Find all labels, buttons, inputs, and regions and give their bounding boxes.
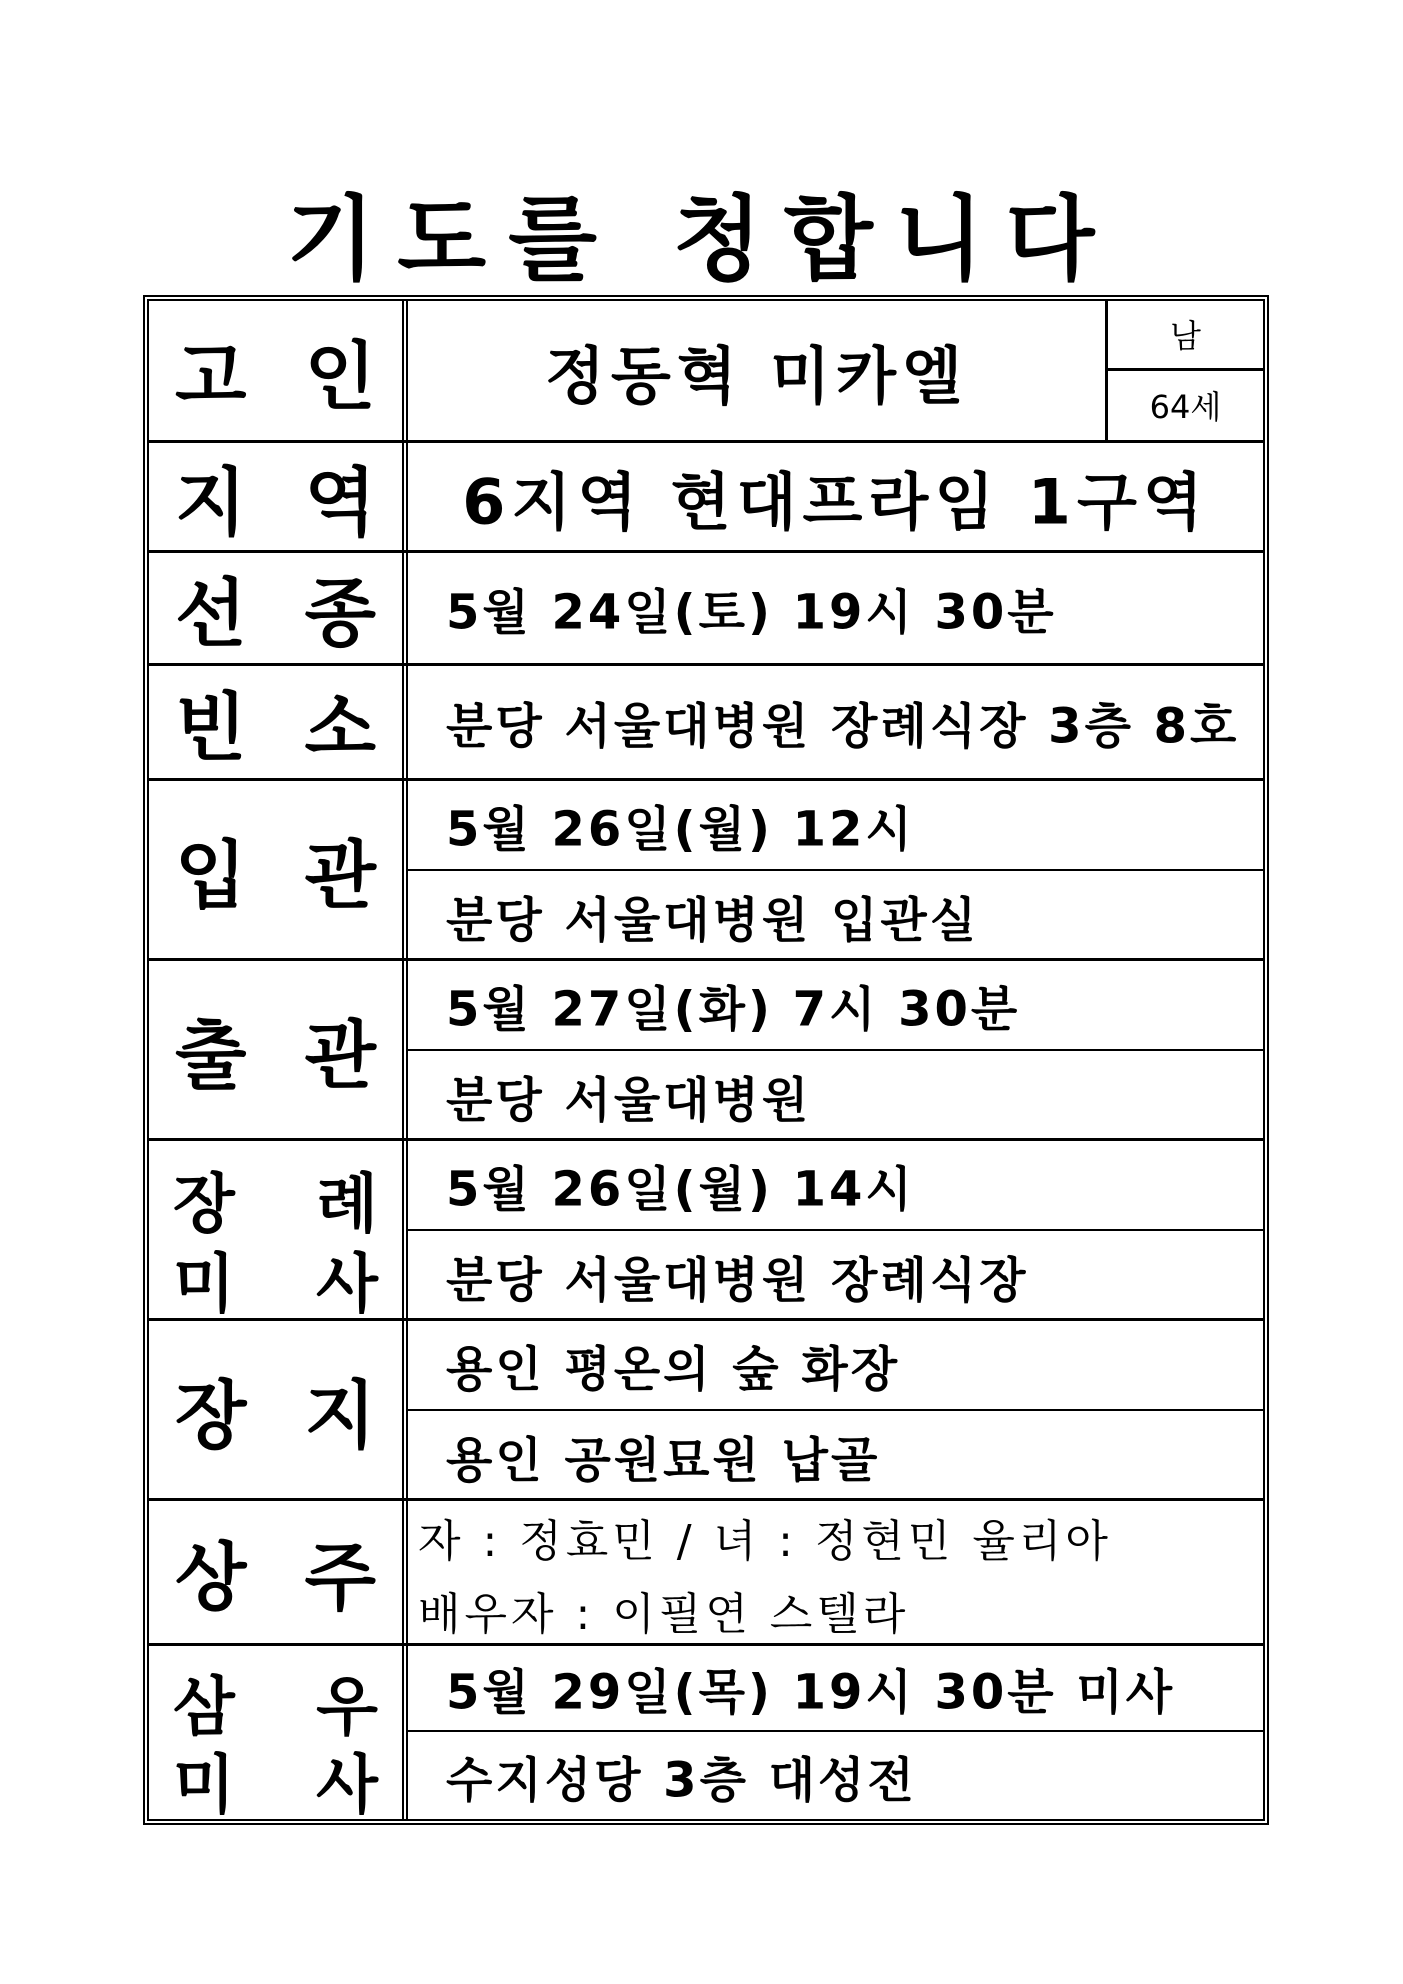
header-char: 주 — [304, 1535, 376, 1621]
header-encoffin — [149, 781, 408, 958]
header-char: 삼 — [173, 1671, 235, 1745]
mortuary-value: 분당 서울대병원 장례식장 3층 8호 — [446, 698, 1240, 755]
header-funeral-mass — [149, 1141, 408, 1322]
row-mortuary — [149, 666, 1263, 781]
deceased-name: 정동혁 미카엘 — [545, 339, 968, 412]
header-char: 사 — [316, 1749, 378, 1823]
header-char: 지 — [175, 459, 247, 546]
header-char: 소 — [304, 685, 376, 771]
header-mourners — [149, 1501, 408, 1643]
header-char: 종 — [304, 571, 376, 657]
header-third-day-mass — [149, 1646, 408, 1823]
row-burial — [149, 1321, 1263, 1501]
header-char: 우 — [316, 1671, 378, 1745]
header-char: 례 — [316, 1168, 378, 1242]
encoffin-place: 분당 서울대병원 입관실 — [446, 892, 980, 949]
header-char: 상 — [175, 1535, 247, 1621]
header-mortuary — [149, 666, 408, 778]
third-day-mass-date: 5월 29일(목) 19시 30분 미사 — [446, 1664, 1176, 1721]
row-mourners — [149, 1501, 1263, 1646]
gender: 남 — [1108, 301, 1263, 371]
header-char: 사 — [316, 1248, 378, 1322]
third-day-mass-place: 수지성당 3층 대성전 — [446, 1752, 917, 1808]
header-burial — [149, 1321, 408, 1498]
departure-date: 5월 27일(화) 7시 30분 — [446, 981, 1021, 1038]
header-char: 인 — [304, 333, 376, 420]
header-char: 지 — [304, 1372, 376, 1459]
departure-place: 분당 서울대병원 — [446, 1072, 812, 1129]
funeral-mass-date: 5월 26일(월) 14시 — [446, 1161, 915, 1218]
header-char: 관 — [304, 1012, 376, 1099]
header-char: 장 — [175, 1372, 247, 1459]
row-deceased — [149, 301, 1263, 443]
region-value: 6지역 현대프라임 1구역 — [462, 465, 1209, 538]
encoffin-date: 5월 26일(월) 12시 — [446, 801, 915, 858]
header-char: 미 — [173, 1749, 235, 1823]
header-region — [149, 443, 408, 550]
page-title: 기도를 청합니다 — [286, 186, 1117, 293]
header-char: 미 — [173, 1248, 235, 1322]
row-death — [149, 553, 1263, 666]
header-death — [149, 553, 408, 663]
death-value: 5월 24일(토) 19시 30분 — [446, 584, 1057, 641]
header-departure — [149, 961, 408, 1138]
row-departure — [149, 961, 1263, 1141]
mourners-line2: 배우자 : 이필연 스텔라 — [418, 1588, 910, 1640]
header-char: 역 — [304, 459, 376, 546]
header-char: 빈 — [175, 685, 247, 771]
gender-age-box — [1105, 301, 1263, 440]
row-funeral-mass — [149, 1141, 1263, 1321]
age: 64세 — [1149, 388, 1222, 427]
row-third-day-mass — [149, 1646, 1263, 1823]
header-char: 선 — [175, 571, 247, 657]
obituary-table — [143, 295, 1269, 1825]
header-char: 출 — [175, 1012, 247, 1099]
header-char: 입 — [175, 832, 247, 919]
burial-line1: 용인 평온의 숲 화장 — [446, 1341, 901, 1398]
mourners-line1: 자 : 정효민 / 녀 : 정현민 율리아 — [418, 1516, 1112, 1567]
header-char: 장 — [173, 1168, 235, 1242]
funeral-mass-place: 분당 서울대병원 장례식장 — [446, 1252, 1029, 1309]
row-region — [149, 443, 1263, 553]
header-char: 관 — [304, 832, 376, 919]
header-deceased — [149, 301, 408, 440]
burial-line2: 용인 공원묘원 납골 — [446, 1432, 881, 1489]
row-encoffin — [149, 781, 1263, 961]
header-char: 고 — [175, 333, 247, 420]
